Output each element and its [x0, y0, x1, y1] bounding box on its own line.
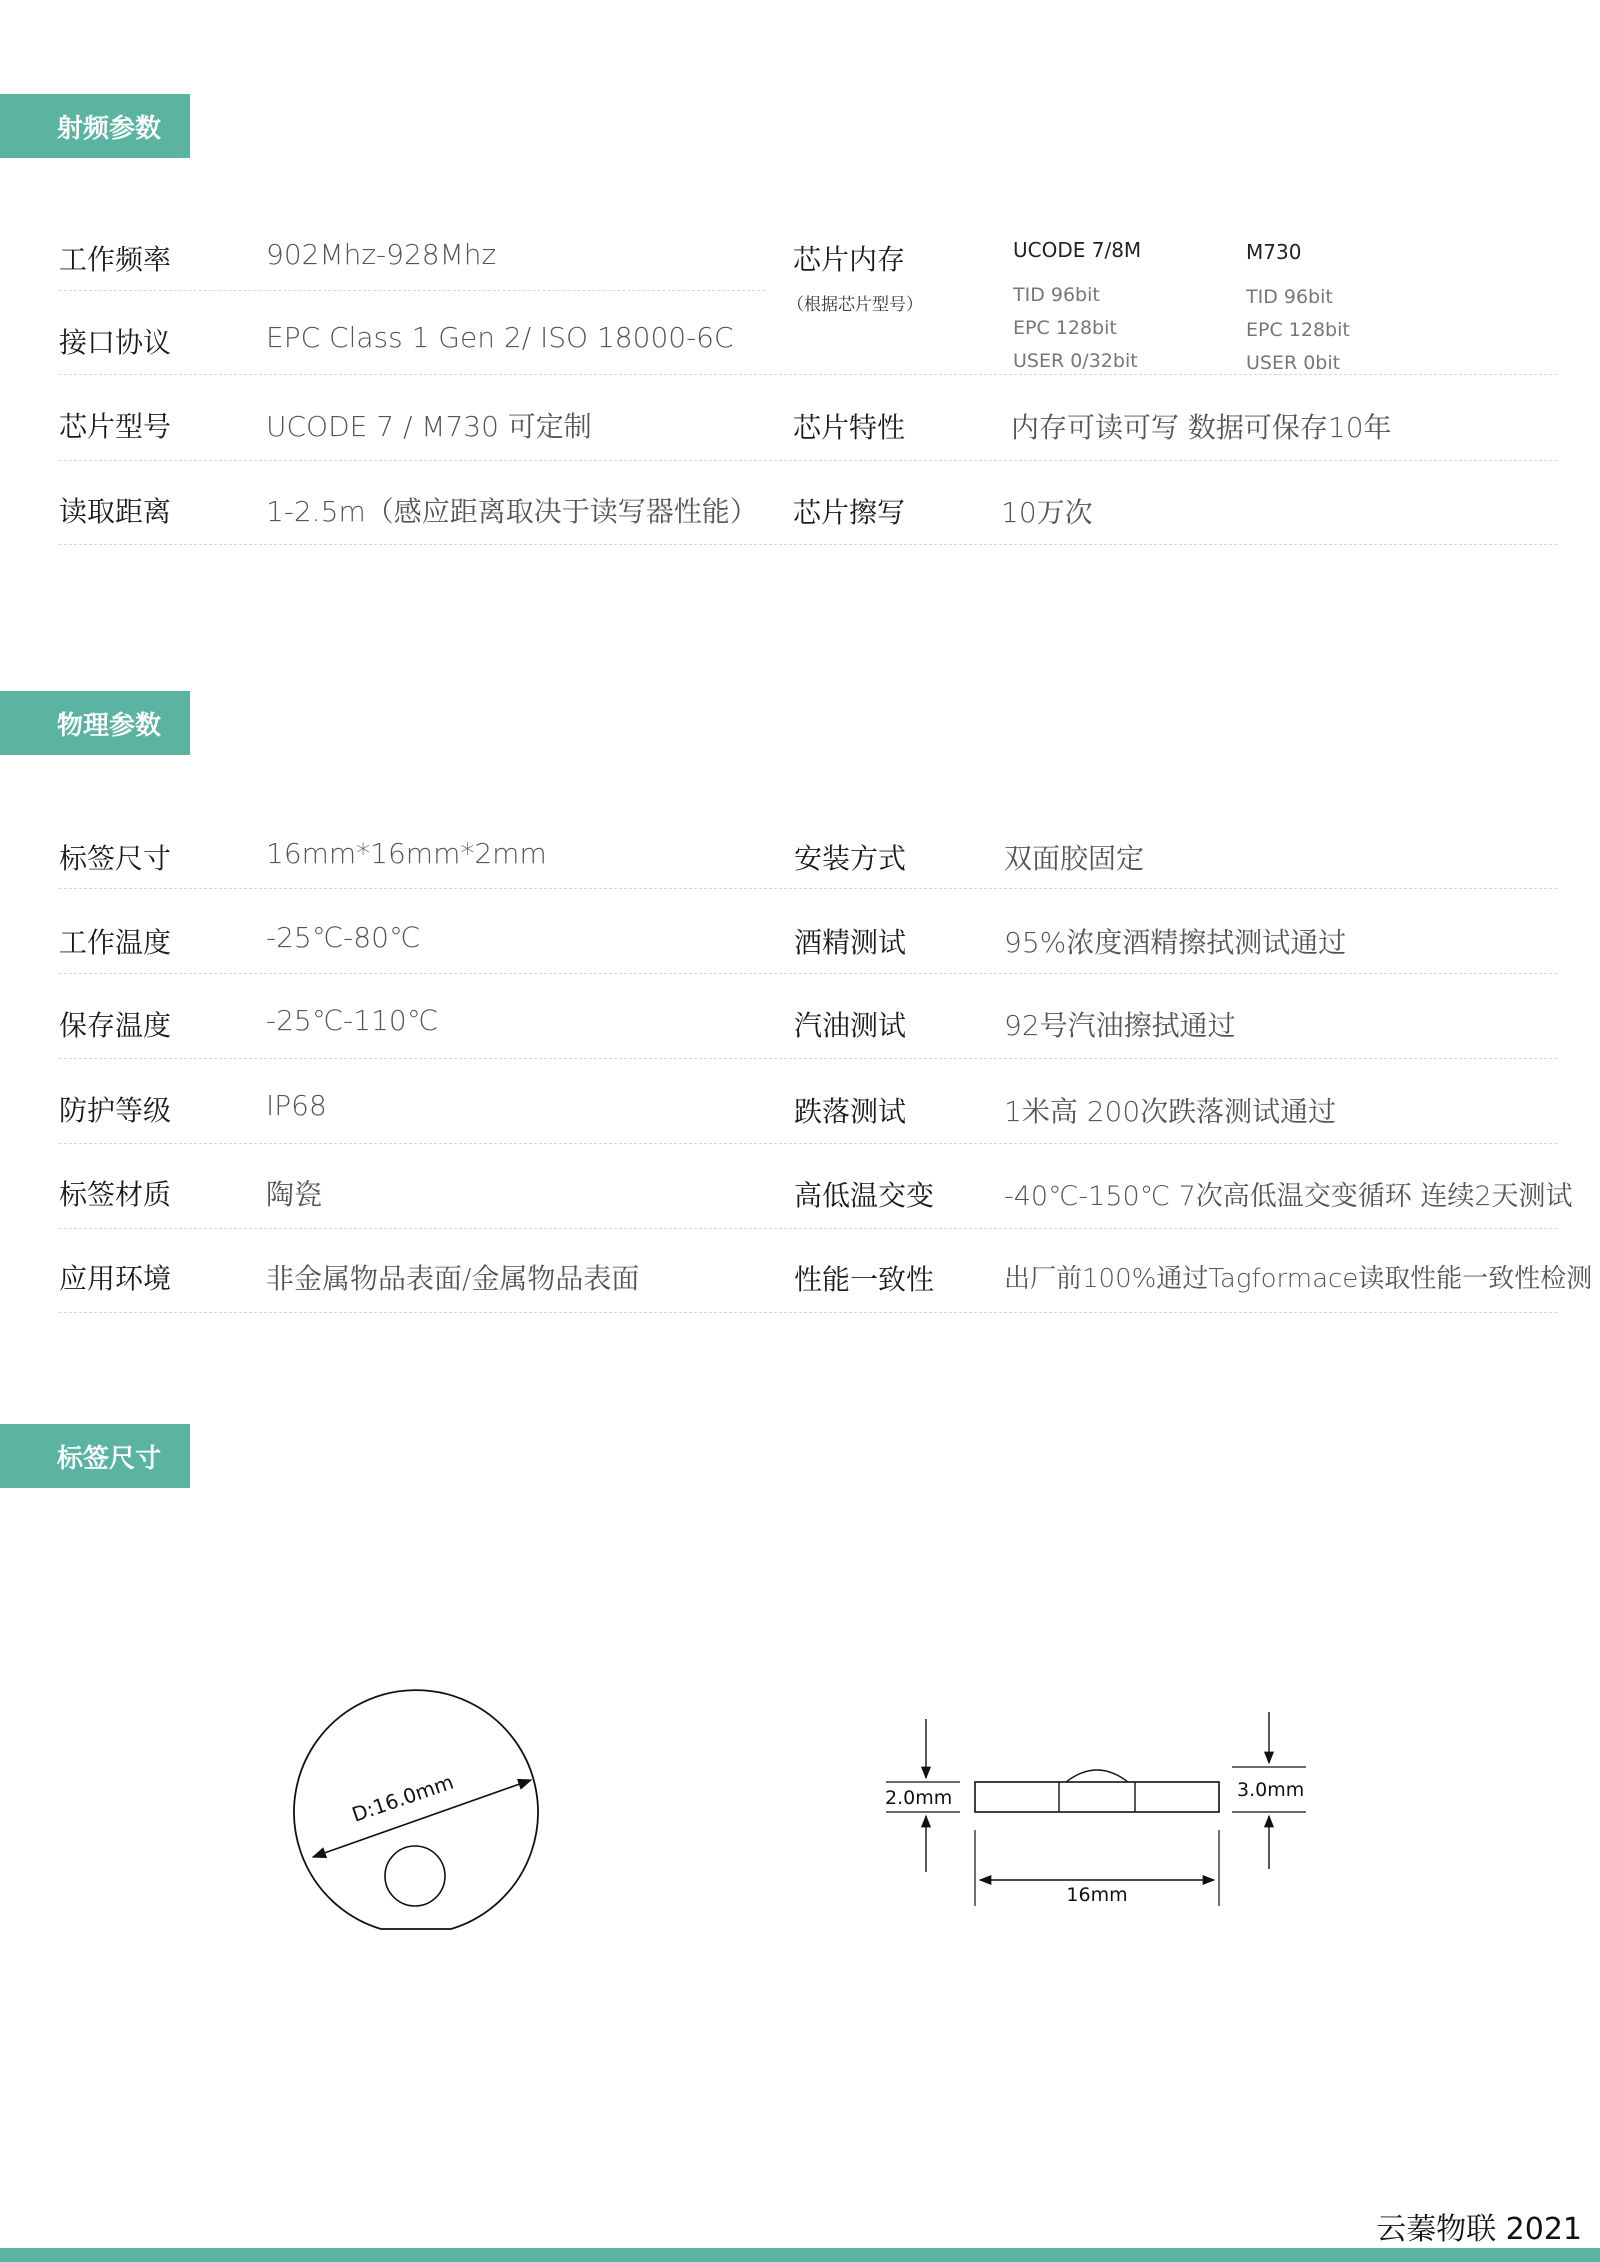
phys-label: 性能一致性: [794, 1263, 935, 1296]
range-label: 读取距离: [59, 495, 172, 528]
freq-value: 902Mhz-928Mhz: [266, 238, 497, 271]
diameter-label: D:16.0mm: [348, 1769, 457, 1827]
phys-value: IP68: [266, 1089, 327, 1122]
footer-bar: [0, 2248, 1600, 2262]
phys-value: 陶瓷: [266, 1178, 323, 1211]
phys-label: 酒精测试: [794, 926, 907, 959]
phys-value: -25℃-110℃: [266, 1004, 439, 1037]
phys-value: -25℃-80℃: [266, 921, 421, 954]
phys-value: 1米高 200次跌落测试通过: [1004, 1095, 1337, 1128]
phys-value: 出厂前100%通过Tagformace读取性能一致性检测: [1004, 1264, 1593, 1294]
freq-label: 工作频率: [59, 243, 172, 276]
mem-col2-epc: EPC 128bit: [1246, 319, 1350, 341]
chip-model-value: UCODE 7 / M730 可定制: [266, 410, 592, 443]
tag-top-view: [294, 1690, 538, 1929]
range-value: 1-2.5m（感应距离取决于读写器性能）: [266, 495, 758, 528]
footer-brand: 云蓁物联 2021: [1376, 2212, 1582, 2247]
phys-label: 应用环境: [59, 1262, 172, 1295]
phys-value: 双面胶固定: [1004, 842, 1145, 875]
erase-value: 10万次: [1001, 496, 1093, 529]
phys-value: 92号汽油擦拭通过: [1004, 1009, 1236, 1042]
height-left-label: 2.0mm: [885, 1787, 953, 1809]
mem-label: 芯片内存: [793, 243, 906, 276]
phys-value: 16mm*16mm*2mm: [266, 837, 547, 870]
phys-label: 安装方式: [794, 842, 907, 875]
tag-side-view: [885, 1712, 1306, 1906]
chip-model-label: 芯片型号: [59, 410, 172, 443]
phys-value: -40℃-150℃ 7次高低温交变循环 连续2天测试: [1004, 1181, 1573, 1212]
phys-value: 95%浓度酒精擦拭测试通过: [1004, 926, 1347, 959]
size-section-title: 标签尺寸: [0, 1424, 190, 1488]
mem-col2-tid: TID 96bit: [1246, 286, 1333, 308]
mem-col1-tid: TID 96bit: [1013, 284, 1100, 306]
feature-label: 芯片特性: [793, 411, 906, 444]
width-label: 16mm: [1066, 1884, 1128, 1906]
phys-label: 标签尺寸: [59, 842, 172, 875]
iface-label: 接口协议: [59, 326, 172, 359]
rf-section-title: 射频参数: [0, 94, 190, 158]
mem-note: （根据芯片型号）: [787, 295, 923, 315]
phys-label: 防护等级: [59, 1094, 172, 1127]
phys-label: 保存温度: [59, 1009, 172, 1042]
mem-col1-user: USER 0/32bit: [1013, 350, 1138, 372]
phys-label: 高低温交变: [794, 1179, 935, 1212]
phys-label: 汽油测试: [794, 1009, 907, 1042]
height-right-label: 3.0mm: [1237, 1779, 1305, 1801]
phys-section-title: 物理参数: [0, 691, 190, 755]
iface-value: EPC Class 1 Gen 2/ ISO 18000-6C: [266, 321, 734, 354]
phys-label: 工作温度: [59, 926, 172, 959]
mem-col1-head: UCODE 7/8M: [1013, 238, 1142, 262]
mem-col2-head: M730: [1246, 240, 1302, 264]
mem-col2-user: USER 0bit: [1246, 352, 1341, 374]
phys-value: 非金属物品表面/金属物品表面: [266, 1262, 640, 1295]
phys-label: 标签材质: [59, 1178, 172, 1211]
mem-col1-epc: EPC 128bit: [1013, 317, 1117, 339]
phys-label: 跌落测试: [794, 1095, 907, 1128]
erase-label: 芯片擦写: [793, 496, 906, 529]
feature-value: 内存可读可写 数据可保存10年: [1011, 411, 1392, 444]
